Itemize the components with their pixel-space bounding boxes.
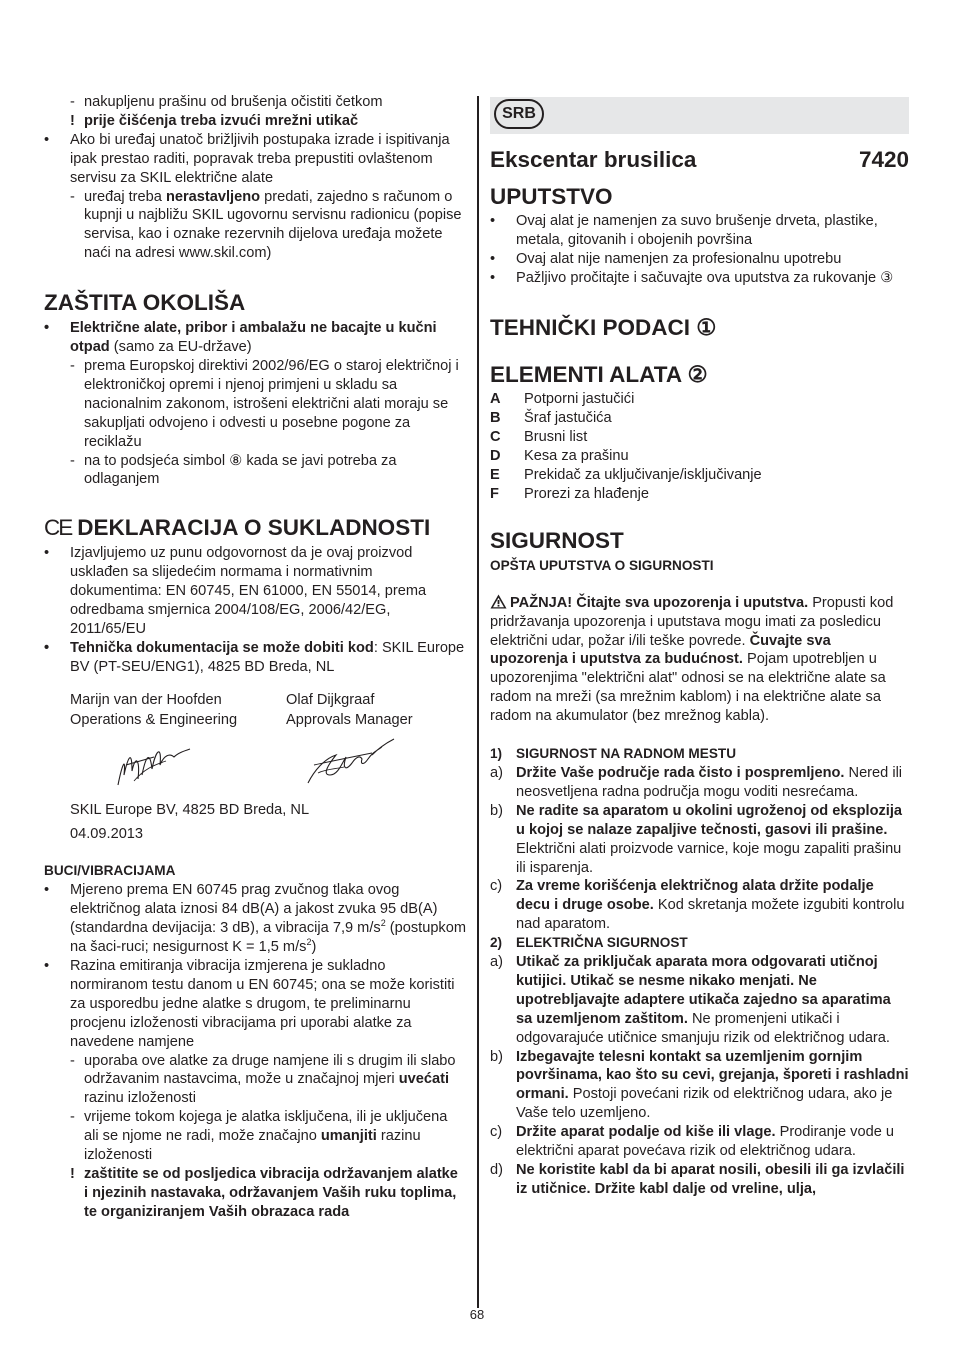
list-item: E Prekidač za uključivanje/isključivanje xyxy=(490,466,762,483)
subsection-title: BUCI/VIBRACIJAMA xyxy=(44,863,176,879)
list-item: - uređaj treba nerastavljeno predati, zajedno s računom o kupnji u najbližu SKIL ugovornu servisnu radionicu (popise servisa, kao i oznake rezervnih dijelova uređaja možete naći na adresi www.skil.com) xyxy=(70,188,462,262)
list-item: b) Ne radite sa aparatom u okolini ugroženoj od eksplozija u kojoj se nalaze zapaljive tečnosti, gasovi ili prašine. Električni alati proizvode varnice, koje mogu zapaliti prašinu ili isparenja. xyxy=(490,802,903,876)
bullet-item: • Ovaj alat nije namenjen za profesionalnu upotrebu xyxy=(490,250,842,267)
list-item: - na to podsjeća simbol ⑧ kada se javi potreba za odlaganjem xyxy=(70,452,397,488)
section-title: ELEMENTI ALATA ② xyxy=(490,361,708,387)
list-item: - nakupljenu prašinu od brušenja očistiti četkom xyxy=(70,94,383,110)
section-title: ZAŠTITA OKOLIŠA xyxy=(44,290,246,316)
signature-1-image xyxy=(114,735,194,791)
signatures xyxy=(44,731,466,797)
company-address: SKIL Europe BV, 4825 BD Breda, NL xyxy=(70,801,310,818)
product-header xyxy=(490,146,909,173)
subsection-title: 1) SIGURNOST NA RADNOM MESTU xyxy=(490,746,737,762)
list-item: A Potporni jastučići xyxy=(490,390,635,407)
bullet-item: • Mjereno prema EN 60745 prag zvučnog tlaka ovog električnog alata iznosi 84 dB(A) a jakost zvuka 95 dB(A) (standardna devijacija: 3 dB), a vibracija 7,9 $m/s^2$ (postupkom na šaci-ruci; nesigurnost K = 1,5 $m/s^2$) xyxy=(44,882,467,956)
list-item: c) Za vreme korišćenja električnog alata držite podalje decu i druge osobe. Kod skretanja možete izgubiti kontrolu nad aparatom. xyxy=(490,878,905,933)
signer-1-role: Operations & Engineering xyxy=(70,711,238,728)
signer-2-role: Approvals Manager xyxy=(286,711,413,728)
signer-2-name: Olaf Dijkgraaf xyxy=(286,691,375,708)
bullet-item: • Pažljivo pročitajte i sačuvajte ova uputstva za rukovanje ③ xyxy=(490,269,894,286)
signing-date: 04.09.2013 xyxy=(70,825,144,842)
list-item: - prema Europskoj direktivi 2002/96/EG o staroj električnoj i elektroničkoj opremi i njenoj primjeni u skladu sa nacionalnim zakonom, istrošeni električni alati moraju se sakupljati odvojeno i odvesti u posebne pogone za reciklažu xyxy=(70,357,459,450)
signers xyxy=(44,691,466,731)
warning-item: ! prije čišćenja treba izvući mrežni utikač xyxy=(70,112,359,129)
bullet-item: • Razina emitiranja vibracija izmjerena je sukladno normiranom testu danom u EN 60745; ona se može koristiti za usporedbu jedne alatke s drugom, te preliminarnu procjenu izloženosti vibracijama pri uporabi alatke za navedene namjene xyxy=(44,958,455,1050)
right-column xyxy=(490,97,909,1199)
list-item: d) Ne koristite kabl da bi aparat nosili, obesili ili ga izvlačili iz utičnice. Držite kabl dalje od vreline, ulja, xyxy=(490,1162,905,1197)
list-item: a) Utikač za priključak aparata mora odgovarati utičnoj kutijici. Utikač se nesme nikako menjati. Ne upotrebljavajte adaptere utikača zajedno sa aparatima sa uzemljenom zaštitom. Ne promenjeni utikači i odgovarajuće utičnice smanjuju rizik od električnog udara. xyxy=(490,954,891,1046)
list-item: a) Držite Vaše područje rada čisto i pospremljeno. Nered ili neosvetljena radna područja mogu voditi nesrećama. xyxy=(490,764,903,800)
left-column xyxy=(44,93,466,1222)
signer-1-name: Marijn van der Hoofden xyxy=(70,691,222,708)
section-title: SIGURNOST xyxy=(490,527,624,553)
list-item: C Brusni list xyxy=(490,428,588,445)
language-badge: SRB xyxy=(494,99,544,129)
model-number: 7420 xyxy=(858,147,909,172)
page-number: 68 xyxy=(469,1307,485,1322)
bullet-item: • Ovaj alat je namenjen za suvo brušenje drveta, plastike, metala, gitovanih i obojenih površina xyxy=(490,213,878,248)
ce-mark-icon: CE xyxy=(44,515,72,541)
warning-triangle-icon xyxy=(490,594,507,609)
column-divider xyxy=(477,96,479,1308)
list-item: c) Držite aparat podalje od kiše ili vlage. Prodiranje vode u električni aparat povećava rizik od električnog udara. xyxy=(490,1124,894,1160)
list-item: F Prorezi za hlađenje xyxy=(490,485,649,502)
language-bar xyxy=(490,97,909,134)
list-item: - vrijeme tokom kojega je alatka isključena, ili je uključena ali se njome ne radi, može značajno umanjiti razinu izloženosti xyxy=(70,1109,448,1164)
bullet-item: • Električne alate, pribor i ambalažu ne bacajte u kučni otpad (samo za EU-države) xyxy=(44,320,437,356)
warning-item: ! zaštitite se od posljedica vibracija održavanjem alatke i njezinih nastavaka, održavanjem Vaših ruku toplima, te organiziranjem Vaših obrazaca rada xyxy=(70,1165,458,1220)
bullet-item: • Tehnička dokumentacija se može dobiti kod: SKIL Europe BV (PT-SEU/ENG1), 4825 BD Breda, NL xyxy=(44,639,465,675)
list-item: b) Izbegavajte telesni kontakt sa uzemljenim gornjim površinama, kao što su cevi, grejanja, šporeti i rashladni ormani. Postoji povećani rizik od električnog udara, ako je Vaše telo uzemljeno. xyxy=(490,1048,909,1122)
section-title: TEHNIČKI PODACI ① xyxy=(490,314,717,340)
product-name: Ekscentar brusilica xyxy=(490,147,697,172)
signature-2-image xyxy=(302,735,398,791)
subsection-title: 2) ELEKTRIČNA SIGURNOST xyxy=(490,935,688,951)
bullet-item: • Ako bi uređaj unatoč brižljivih postupaka izrade i ispitivanja ipak prestao raditi, popravak treba prepustiti ovlaštenom servisu za SKIL električne alate xyxy=(44,131,450,186)
list-item: D Kesa za prašinu xyxy=(490,447,629,464)
section-title: UPUTSTVO xyxy=(490,184,613,209)
parts-list xyxy=(490,390,909,504)
list-item: - uporaba ove alatke za druge namjene ili s drugim ili slabo održavanim nastavcima, može u značajnoj mjeri uvećati razinu izloženosti xyxy=(70,1052,456,1107)
subsection-title: OPŠTA UPUTSTVA O SIGURNOSTI xyxy=(490,557,714,573)
bullet-item: • Izjavljujemo uz punu odgovornost da je ovaj proizvod usklađen sa slijedećim normama i normativnim dokumentima: EN 60745, EN 61000, EN 55014, prema odredbama smjernica 2004/108/EG, 2006/42/EG, 2011/65/EU xyxy=(44,545,427,637)
general-warning: PAŽNJA! Čitajte sva upozorenja i uputstva. Propusti kod pridržavanja upozorenja i uputstava mogu imati za posledicu električni udar, požar i/ili teške povrede. Čuvajte sva upozorenja i uputstva za budućnost. Pojam upotrebljen u upozorenjima "električni alat" odnosi se na električne alate sa radom na mreži (sa mrežnim kablom) i na električne alate sa radom na akumulator (bez mrežnog kabla). xyxy=(490,594,894,725)
section-title: CE DEKLARACIJA O SUKLADNOSTI xyxy=(44,515,431,541)
list-item: B Šraf jastučića xyxy=(490,409,612,426)
